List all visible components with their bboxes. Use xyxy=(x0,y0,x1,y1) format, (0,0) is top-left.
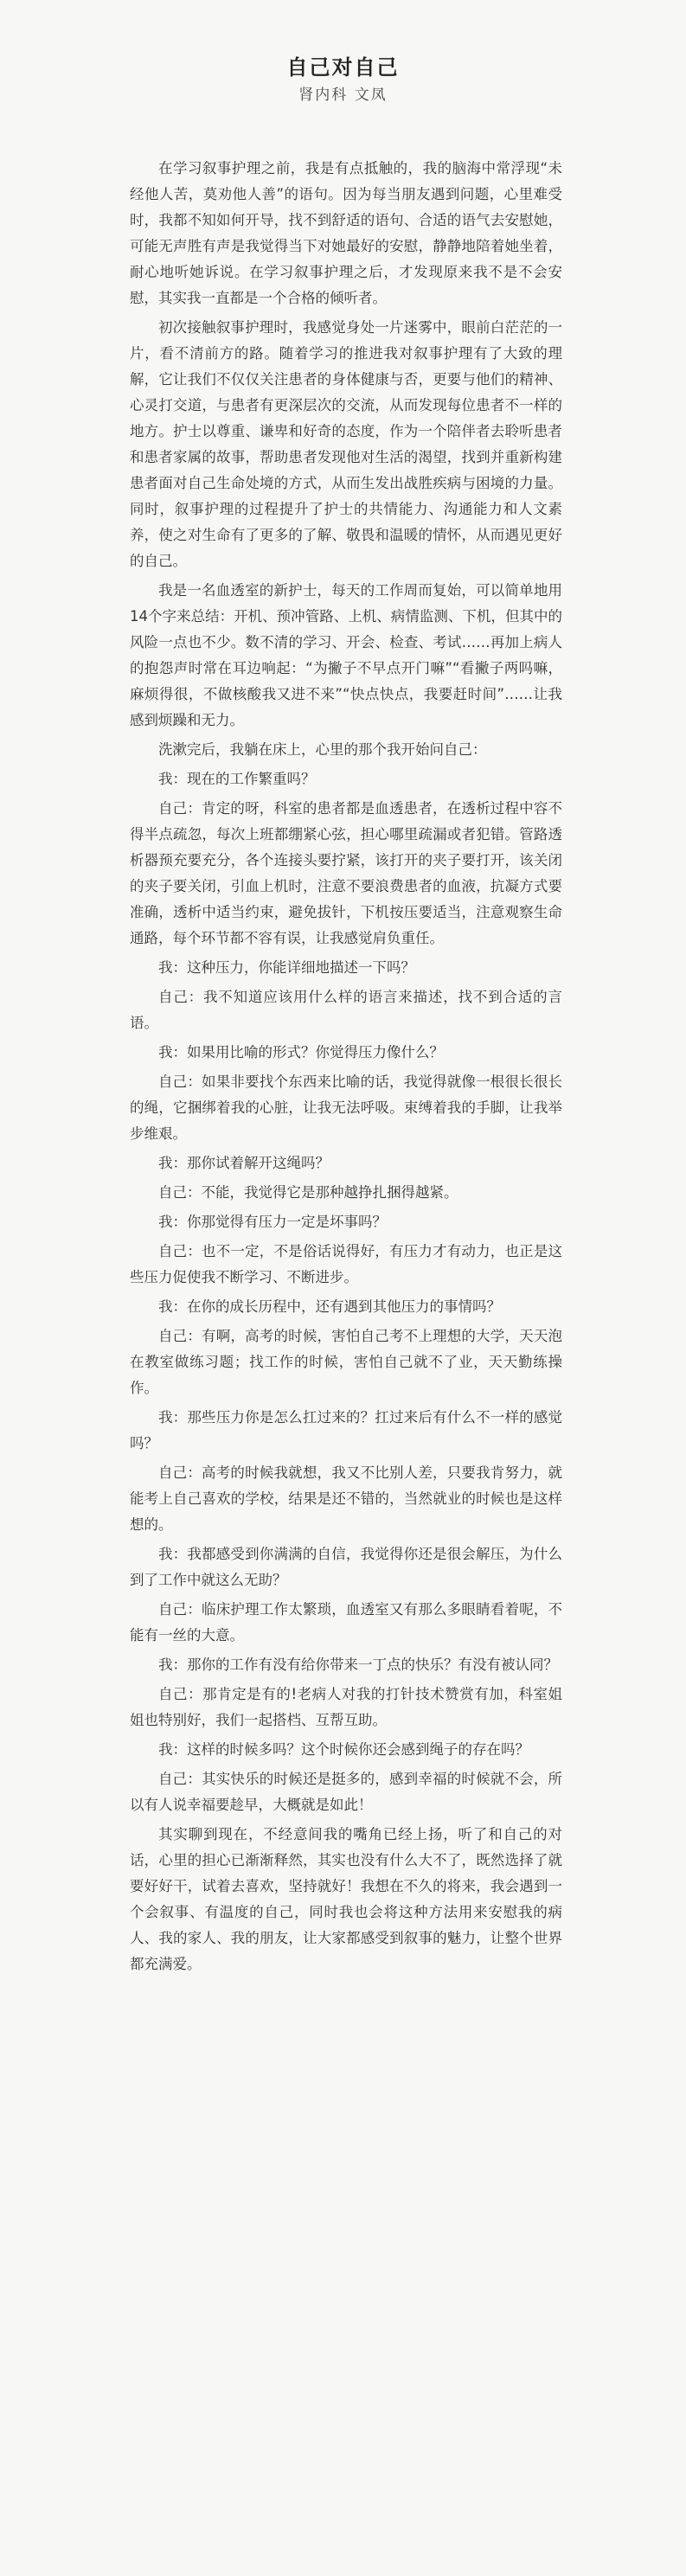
body-paragraph: 我：那些压力你是怎么扛过来的？扛过来后有什么不一样的感觉吗？ xyxy=(130,1409,562,1451)
body-paragraph: 我：这种压力，你能详细地描述一下吗？ xyxy=(158,959,415,976)
body-paragraph: 自己：如果非要找个东西来比喻的话，我觉得就像一根很长很长的绳，它捆绑着我的心脏，让我无法呼吸。束缚着我的手脚，让我举步维艰。 xyxy=(130,1073,562,1142)
body-paragraph: 在学习叙事护理之前，我是有点抵触的，我的脑海中常浮现“未经他人苦，莫劝他人善”的语句。因为每当朋友遇到问题，心里难受时，我都不知如何开导，找不到舒适的语句、合适的语气去安慰她，可能无声胜有声是我觉得当下对她最好的安慰，静静地陪着她坐着，耐心地听她诉说。在学习叙事护理之后，才发现原来我不是不会安慰，其实我一直都是一个合格的倾听者。 xyxy=(130,160,562,306)
body-paragraph: 我：你那觉得有压力一定是坏事吗？ xyxy=(158,1214,387,1230)
body-paragraph: 我：那你的工作有没有给你带来一丁点的快乐？有没有被认同？ xyxy=(158,1656,558,1673)
body-paragraph: 自己：临床护理工作太繁琐，血透室又有那么多眼睛看着呢，不能有一丝的大意。 xyxy=(130,1601,562,1644)
body-paragraph: 自己：那肯定是有的!老病人对我的打针技术赞赏有加，科室姐姐也特别好，我们一起搭档、互帮互助。 xyxy=(130,1686,562,1728)
body-paragraph: 我：现在的工作繁重吗？ xyxy=(158,771,316,787)
article-byline: 肾内科 文凤 xyxy=(298,87,388,104)
body-paragraph: 自己：其实快乐的时候还是挺多的，感到幸福的时候就不会，所以有人说幸福要趁早，大概就是如此！ xyxy=(130,1771,562,1813)
article-body xyxy=(130,156,562,1981)
article-title: 自己对自己 xyxy=(286,55,400,80)
body-paragraph: 我：如果用比喻的形式？你觉得压力像什么？ xyxy=(158,1044,444,1061)
body-paragraph: 我：这样的时候多吗？这个时候你还会感到绳子的存在吗？ xyxy=(158,1741,529,1758)
body-paragraph: 我：在你的成长历程中，还有遇到其他压力的事情吗？ xyxy=(158,1298,501,1315)
body-paragraph: 我：那你试着解开这绳吗？ xyxy=(158,1155,330,1171)
body-paragraph: 初次接触叙事护理时，我感觉身处一片迷雾中，眼前白茫茫的一片，看不清前方的路。随着学习的推进我对叙事护理有了大致的理解，它让我们不仅仅关注患者的身体健康与否，更要与他们的精神、心灵打交道，与患者有更深层次的交流，从而发现每位患者不一样的地方。护士以尊重、谦卑和好奇的态度，作为一个陪伴者去聆听患者和患者家属的故事，帮助患者发现他对生活的渴望，找到并重新构建患者面对自己生命处境的方式，从而生发出战胜疾病与困境的力量。同时，叙事护理的过程提升了护士的共情能力、沟通能力和人文素养，使之对生命有了更多的了解、敬畏和温暖的情怀，从而遇见更好的自己。 xyxy=(130,319,562,569)
body-paragraph: 自己：也不一定，不是俗话说得好，有压力才有动力，也正是这些压力促使我不断学习、不断进步。 xyxy=(130,1243,562,1285)
body-paragraph: 自己：高考的时候我就想，我又不比别人差，只要我肯努力，就能考上自己喜欢的学校，结果是还不错的，当然就业的时候也是这样想的。 xyxy=(130,1464,562,1533)
body-paragraph: 其实聊到现在，不经意间我的嘴角已经上扬，听了和自己的对话，心里的担心已渐渐释然，其实也没有什么大不了，既然选择了就要好好干，试着去喜欢，坚持就好！我想在不久的将来，我会遇到一个会叙事、有温度的自己，同时我也会将这种方法用来安慰我的病人、我的家人、我的朋友，让大家都感受到叙事的魅力，让整个世界都充满爱。 xyxy=(130,1826,562,1972)
body-paragraph: 自己：有啊，高考的时候，害怕自己考不上理想的大学，天天泡在教室做练习题；找工作的时候，害怕自己就不了业，天天勤练操作。 xyxy=(130,1328,562,1396)
body-paragraph: 自己：我不知道应该用什么样的语言来描述，找不到合适的言语。 xyxy=(130,989,562,1031)
body-paragraph: 我：我都感受到你满满的自信，我觉得你还是很会解压，为什么到了工作中就这么无助？ xyxy=(130,1546,562,1588)
body-paragraph: 自己：肯定的呀，科室的患者都是血透患者，在透析过程中容不得半点疏忽，每次上班都绷紧心弦，担心哪里疏漏或者犯错。管路透析器预充要充分，各个连接头要拧紧，该打开的夹子要打开，该关闭的夹子要关闭，引血上机时，注意不要浪费患者的血液，抗凝方式要准确，透析中适当约束，避免拔针，下机按压要适当，注意观察生命通路，每个环节都不容有误，让我感觉肩负重任。 xyxy=(130,800,562,946)
body-paragraph: 自己：不能，我觉得它是那种越挣扎捆得越紧。 xyxy=(158,1184,458,1201)
body-paragraph: 洗漱完后，我躺在床上，心里的那个我开始问自己： xyxy=(158,741,487,758)
body-paragraph: 我是一名血透室的新护士，每天的工作周而复始，可以简单地用14个字来总结：开机、预冲管路、上机、病情监测、下机，但其中的风险一点也不少。数不清的学习、开会、检查、考试……再加上病人的抱怨声时常在耳边响起：“为撇子不早点开门嘛”“看撇子两吗嘛，麻烦得很，不做核酸我又进不来”“快点快点，我要赶时间”……让我感到烦躁和无力。 xyxy=(130,582,562,728)
